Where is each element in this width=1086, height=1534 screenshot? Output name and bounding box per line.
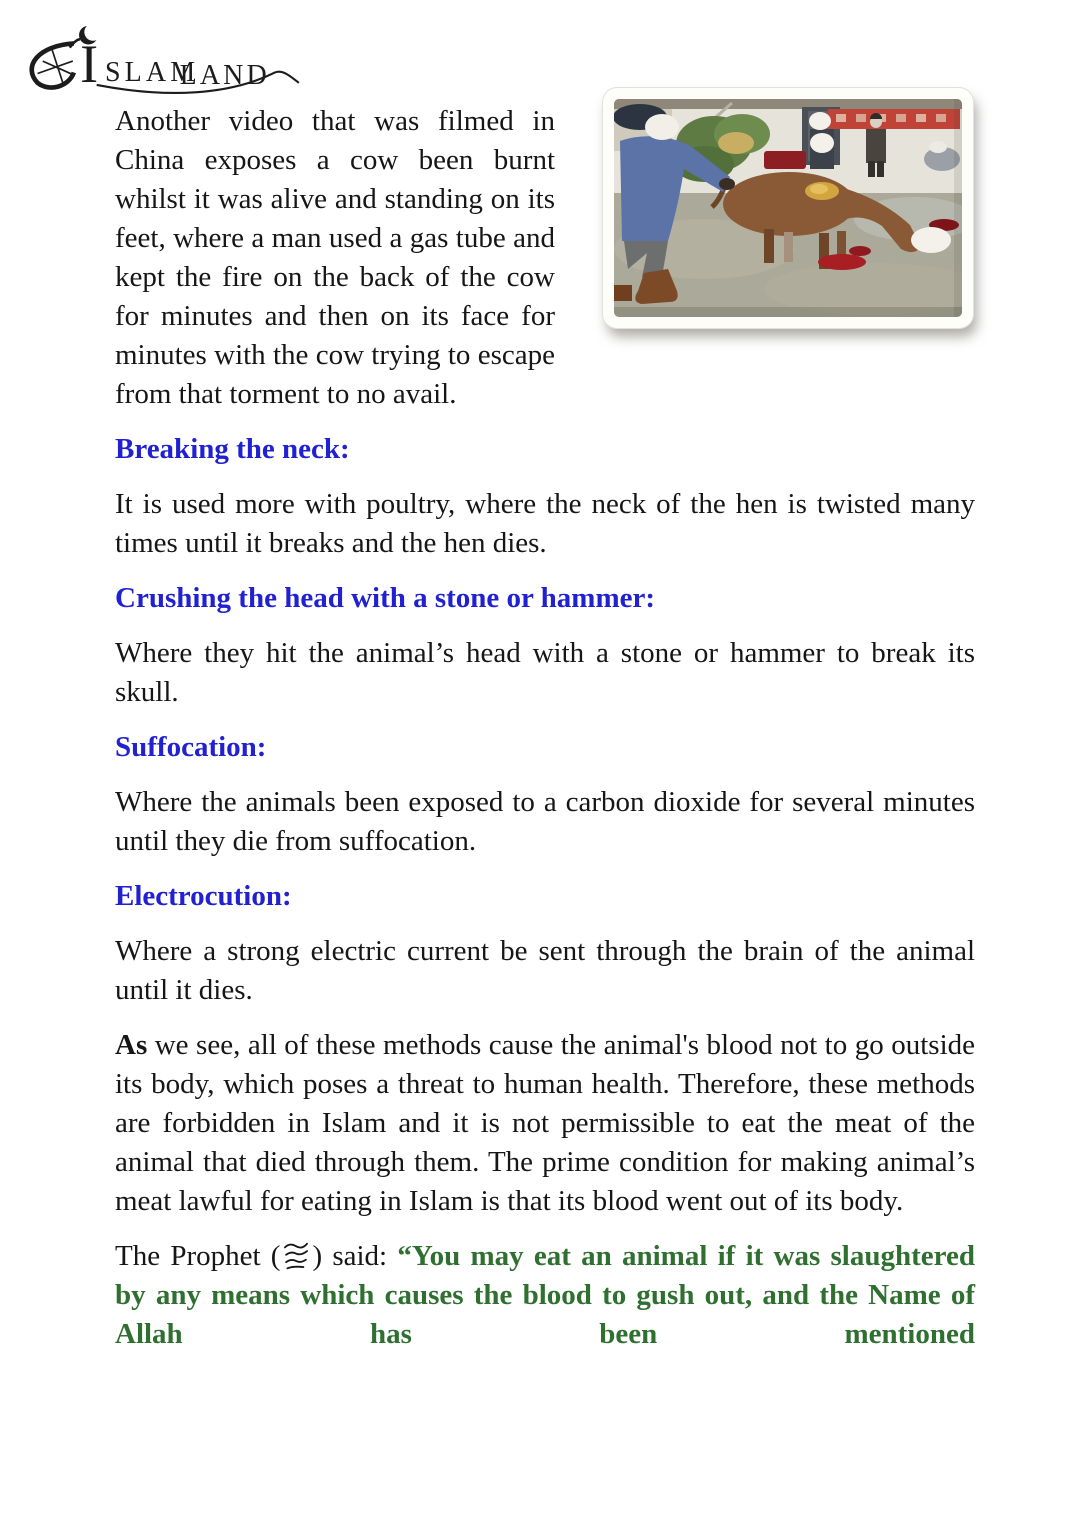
hadith-paragraph — [115, 1237, 975, 1354]
section-body-electrocution: Where a strong electric current be sent through the brain of the animal until it dies. — [115, 935, 975, 1006]
section-heading-crushing-head: Crushing the head with a stone or hammer: — [115, 582, 655, 614]
section-heading-suffocation: Suffocation: — [115, 731, 267, 763]
hadith-quote: “You may eat an animal if it was slaughtered by any means which causes the blood to gush out, and the Name of Allah has been mentioned — [115, 1240, 975, 1350]
islamland-logo — [22, 22, 302, 96]
conclusion-paragraph — [115, 1026, 975, 1221]
logo-word-islam: SLAM — [104, 56, 200, 88]
section-heading-breaking-neck: Breaking the neck: — [115, 433, 350, 465]
section-body-suffocation: Where the animals been exposed to a carbon dioxide for several minutes until they die from suffocation. — [115, 786, 975, 857]
page-content — [115, 102, 975, 1370]
logo-word-land: LAND — [179, 59, 270, 91]
photo-frame — [603, 88, 973, 328]
section-heading-electrocution: Electrocution: — [115, 880, 292, 912]
logo-initial: I — [80, 33, 99, 94]
calligraphy-mark-icon — [32, 39, 80, 87]
red-banner — [828, 109, 960, 129]
conclusion-text: we see, all of these methods cause the animal's blood not to go outside its body, which poses a threat to human health. Therefore, these methods are forbidden in Islam and it is not permissible to eat the meat of the animal that died through them. The prime condition for making animal’s meat lawful for eating in Islam is that its blood went out of its body. — [115, 1029, 975, 1217]
islamland-logo-art — [22, 22, 302, 96]
intro-paragraph — [115, 102, 975, 414]
conclusion-lead: As — [115, 1029, 148, 1061]
section-body-breaking-neck: It is used more with poultry, where the neck of the hen is twisted many times until it breaks and the hen dies. — [115, 488, 975, 559]
video-still-figure — [603, 88, 975, 330]
saw-calligraphy-icon — [281, 1240, 311, 1272]
intro-text: Another video that was filmed in China exposes a cow been burnt whilst it was alive and standing on its feet, where a man used a gas tube and kept the fire on the back of the cow for minutes and then on its face for minutes with the cow trying to escape from that torment to no avail. — [115, 105, 555, 410]
red-basin — [764, 151, 806, 169]
cow-burning-photo — [614, 99, 962, 317]
hadith-prefix-end: ) said: — [312, 1240, 398, 1272]
section-body-crushing-head: Where they hit the animal’s head with a stone or hammer to break its skull. — [115, 637, 975, 708]
hadith-prefix: The Prophet ( — [115, 1240, 281, 1272]
